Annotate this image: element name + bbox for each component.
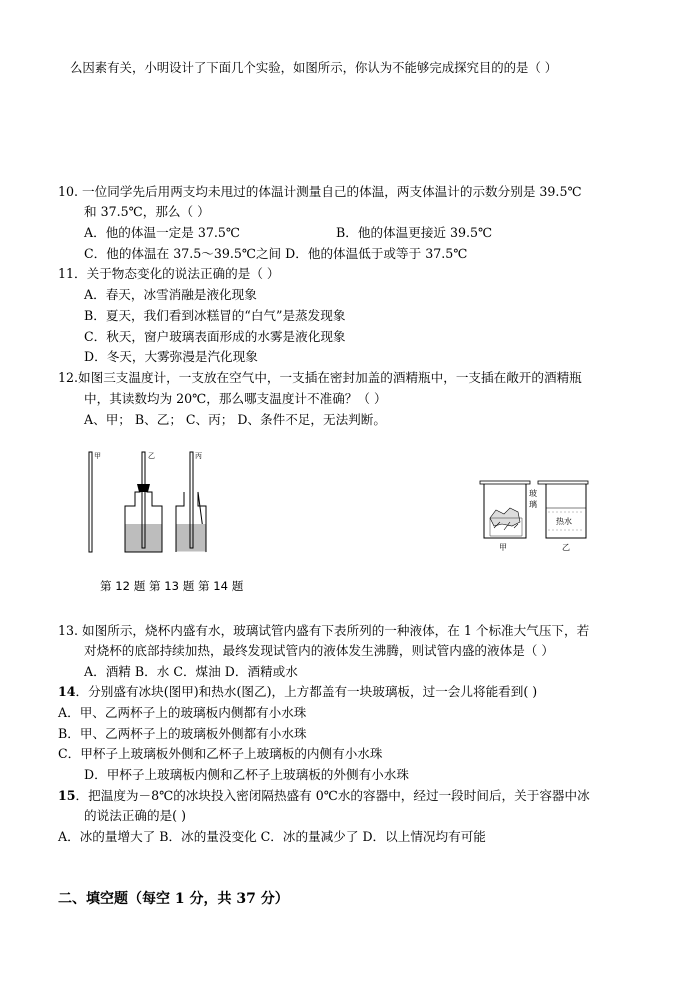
q10-line2: 和 37.5℃，那么（ ） bbox=[84, 204, 210, 219]
q14-question: ．分别盛有冰块(图甲)和热水(图乙)，上方都盖有一块玻璃板，过一会儿将能看到( ) bbox=[75, 684, 538, 699]
label-glass-top: 玻 bbox=[529, 489, 537, 498]
beaker-yi bbox=[546, 484, 586, 538]
label-beaker-yi: 乙 bbox=[562, 543, 570, 552]
figure-caption: 第 12 题 第 13 题 第 14 题 bbox=[100, 579, 244, 593]
q15-line2: 的说法正确的是( ) bbox=[84, 808, 186, 823]
q14-option-d: D．甲杯子上玻璃板内侧和乙杯子上玻璃板的外侧有小水珠 bbox=[84, 767, 409, 782]
label-glass-bottom: 璃 bbox=[529, 500, 537, 509]
thermometer-jia bbox=[89, 452, 92, 552]
q13-line2: 对烧杯的底部持续加热，最终发现试管内的液体发生沸腾，则试管内盛的液体是（ ） bbox=[84, 643, 554, 658]
q15-number: 15 bbox=[58, 788, 76, 803]
thermometer-figure bbox=[80, 446, 230, 558]
q11-option-c: C．秋天，窗户玻璃表面形成的水雾是液化现象 bbox=[84, 329, 346, 344]
q12-line1: 12.如图三支温度计，一支放在空气中，一支插在密封加盖的酒精瓶中，一支插在敞开的酒精瓶 bbox=[58, 370, 582, 385]
glass-plate-right bbox=[538, 481, 588, 484]
beaker-figure bbox=[476, 478, 596, 554]
open-bottle-bing bbox=[176, 452, 206, 552]
beaker-jia bbox=[484, 484, 526, 538]
section-2-heading: 二、填空题（每空 1 分，共 37 分） bbox=[58, 891, 289, 907]
q14-line1 bbox=[58, 684, 537, 700]
q14-option-a: A．甲、乙两杯子上的玻璃板内侧都有小水珠 bbox=[58, 705, 307, 720]
label-bing: 丙 bbox=[195, 452, 202, 460]
q12-line2: 中，其读数均为 20℃，那么哪支温度计不准确？（ ） bbox=[84, 391, 387, 406]
q10-option-cd: C．他的体温在 37.5～39.5℃之间 D．他的体温低于或等于 37.5℃ bbox=[84, 246, 468, 261]
q10-line1: 10. 一位同学先后用两支均未甩过的体温计测量自己的体温，两支体温计的示数分别是 39.5℃ bbox=[58, 184, 582, 199]
q10-option-a: A．他的体温一定是 37.5℃ bbox=[84, 225, 240, 240]
q11-option-a: A．春天，冰雪消融是液化现象 bbox=[84, 287, 257, 302]
q13-options: A．酒精 B．水 C．煤油 D．酒精或水 bbox=[84, 664, 298, 679]
intro-line: 么因素有关，小明设计了下面几个实验，如图所示，你认为不能够完成探究目的的是（ ） bbox=[70, 60, 558, 75]
glass-plate-left bbox=[480, 481, 530, 484]
q11-line1: 11．关于物态变化的说法正确的是（ ） bbox=[58, 266, 280, 281]
q15-options: A．冰的量增大了 B．冰的量没变化 C．冰的量减少了 D．以上情况均有可能 bbox=[58, 829, 486, 844]
q12-options: A、甲； B、乙； C、丙； D、条件不足，无法判断。 bbox=[84, 412, 386, 427]
q15-question: ．把温度为－8℃的冰块投入密闭隔热盛有 0℃水的容器中，经过一段时间后，关于容器中冰 bbox=[75, 788, 590, 803]
q11-option-b: B．夏天，我们看到冰糕冒的“白气”是蒸发现象 bbox=[84, 308, 346, 323]
label-yi: 乙 bbox=[148, 452, 155, 460]
q10-option-b: B．他的体温更接近 39.5℃ bbox=[336, 225, 493, 240]
q15-line1 bbox=[58, 788, 590, 804]
label-beaker-jia: 甲 bbox=[499, 543, 507, 552]
q11-option-d: D．冬天，大雾弥漫是汽化现象 bbox=[84, 349, 258, 364]
label-jia: 甲 bbox=[94, 452, 101, 460]
sealed-bottle-yi bbox=[125, 452, 162, 552]
q13-line1: 13. 如图所示，烧杯内盛有水，玻璃试管内盛有下表所列的一种液体，在 1 个标准大气压下，若 bbox=[58, 623, 590, 638]
q14-option-b: B．甲、乙两杯子上的玻璃板外侧都有小水珠 bbox=[58, 726, 307, 741]
label-hot-water: 热水 bbox=[556, 517, 572, 526]
q14-option-c: C．甲杯子上玻璃板外侧和乙杯子上玻璃板的内侧有小水珠 bbox=[58, 746, 383, 761]
q14-number: 14 bbox=[58, 684, 76, 699]
